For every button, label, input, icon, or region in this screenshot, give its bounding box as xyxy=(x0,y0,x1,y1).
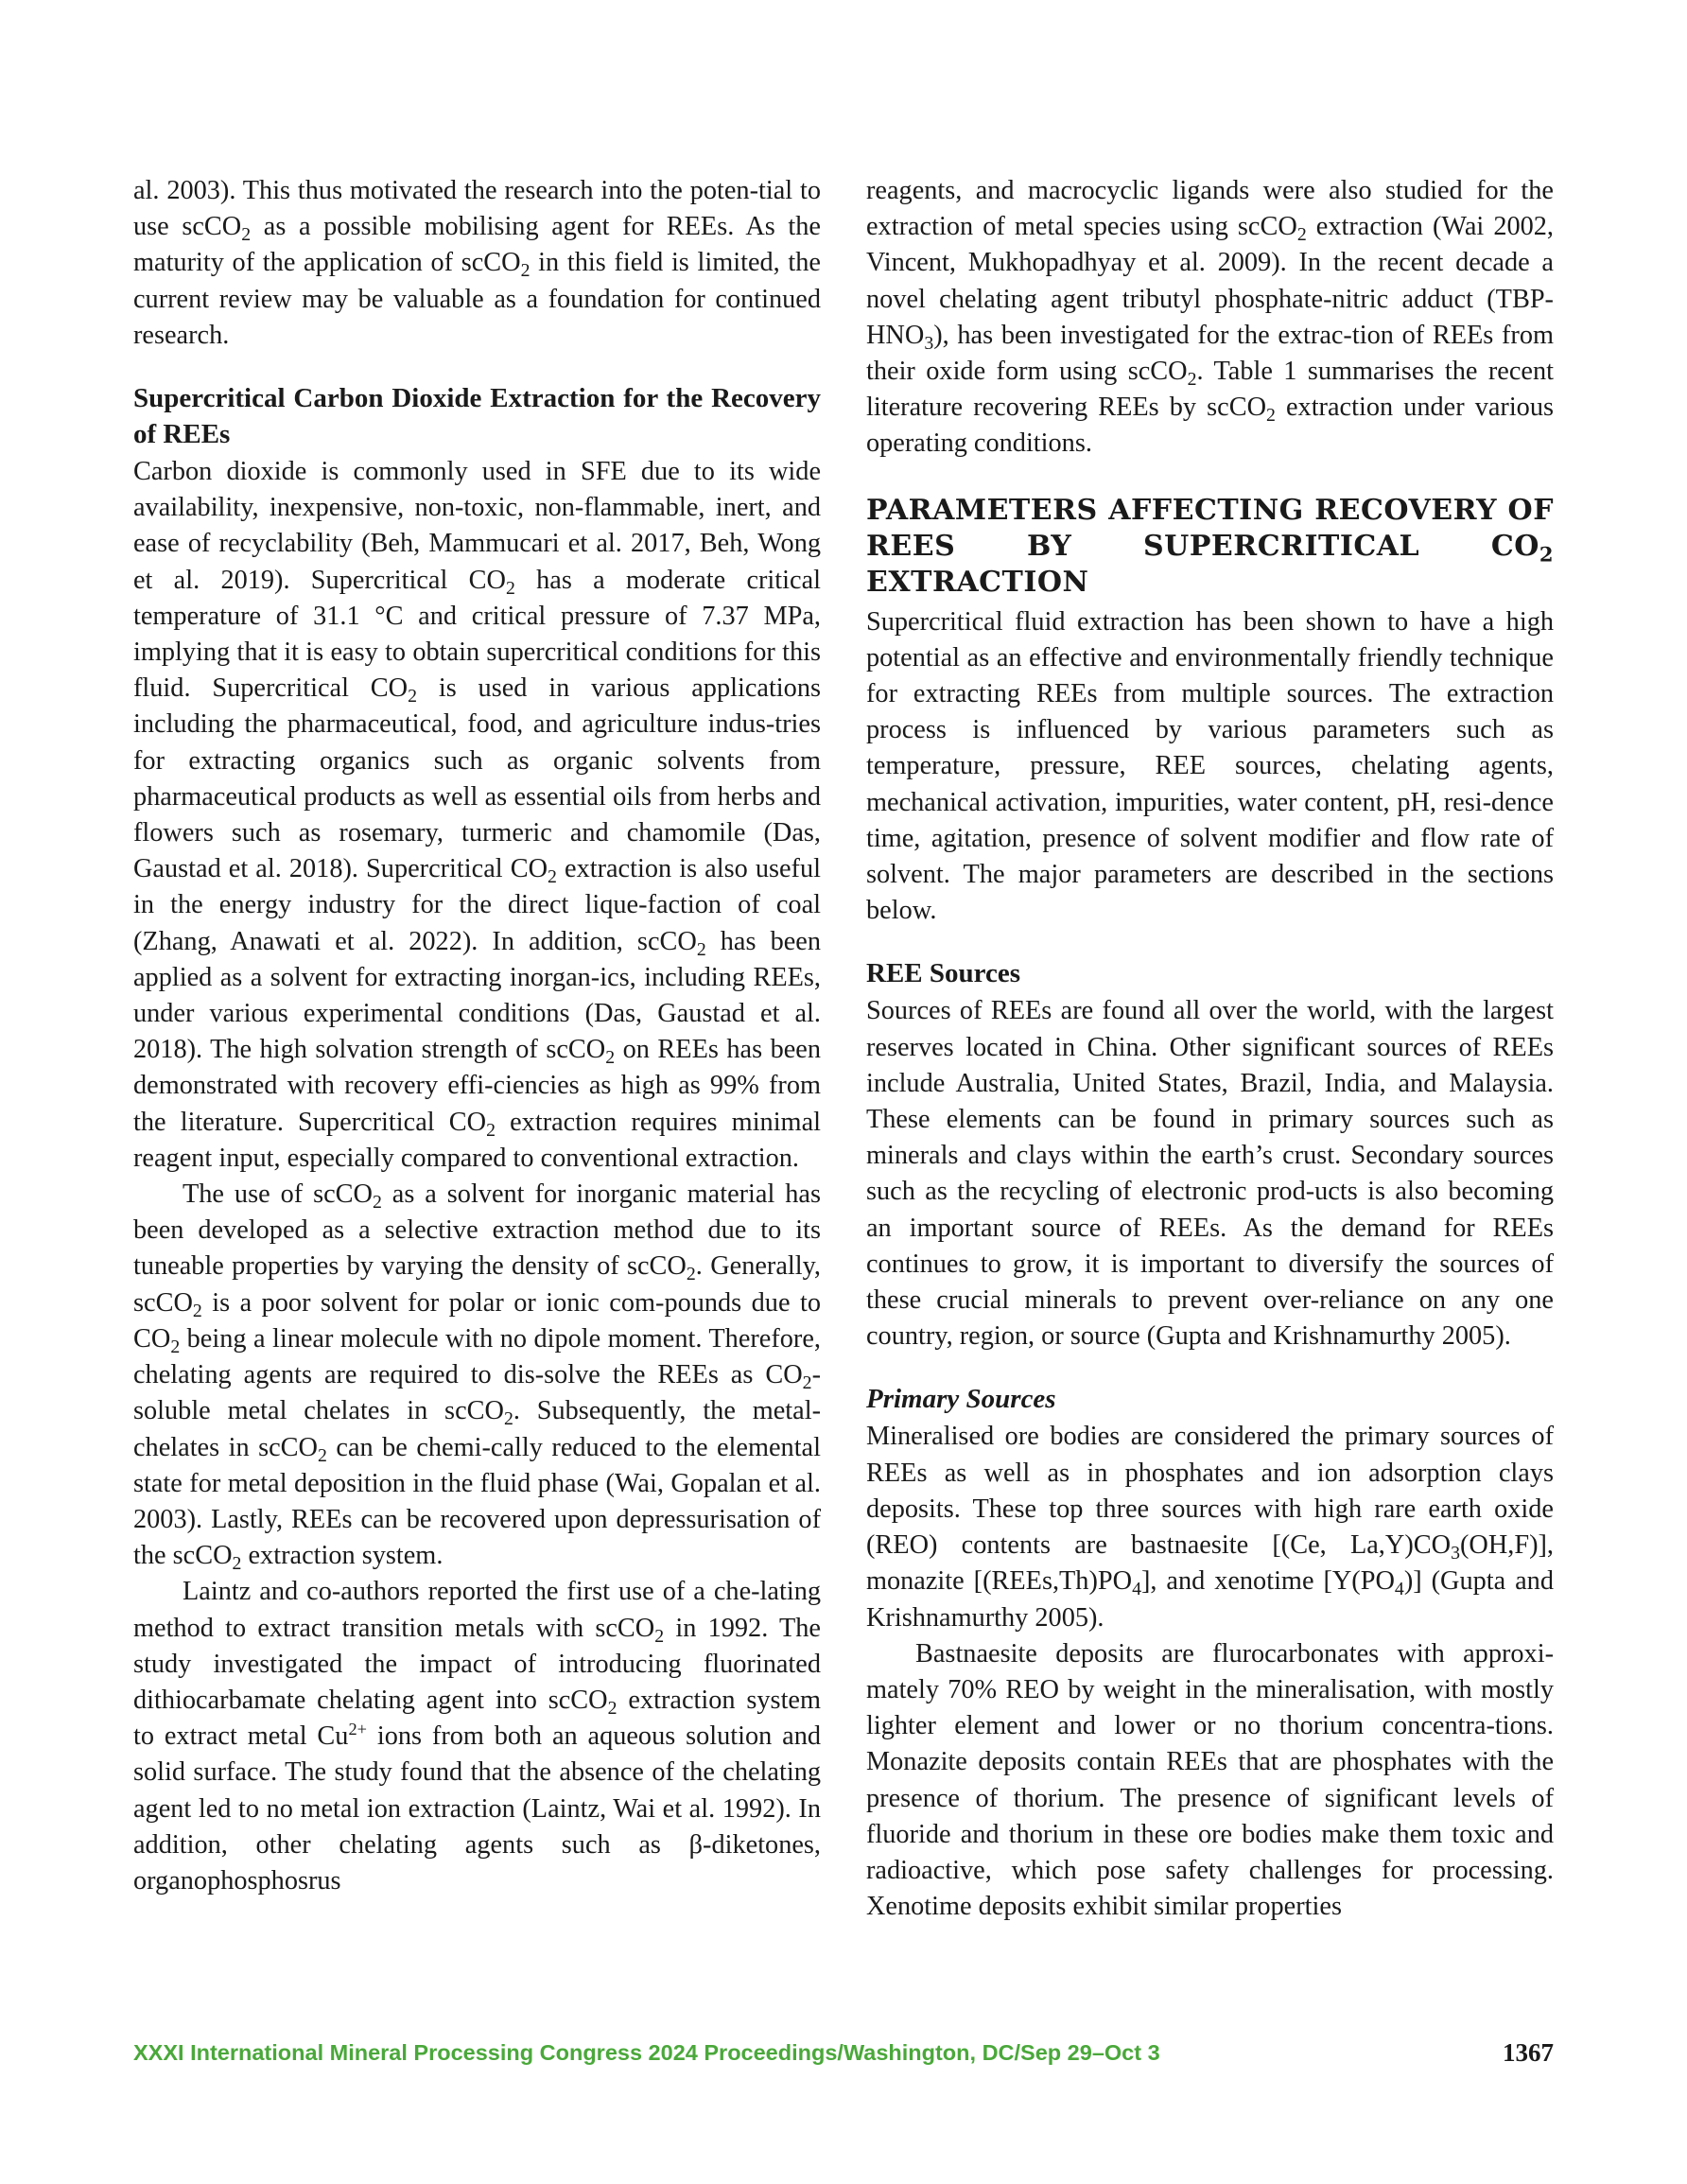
paragraph-laintz: Laintz and co-authors reported the first use of a che-lating method to extract transition metals with scCO$_2$ in 1992. The study investigated the impact of introducing fluorinated dithiocarbamate chelating agent into scCO$_2$ extraction system to extract metal $Cu^{2+}$ ions from both an aqueous solution and solid surface. The study found that the absence of the chelating agent led to no metal ion extraction (Laintz, Wai et al. 1992). In addition, other chelating agents such as β-diketones, organophosphosrus xyxy=(133,1577,821,1896)
paragraph-sfe: Supercritical fluid extraction has been shown to have a high potential as an effective and environmentally friendly technique for extracting REEs from multiple sources. The extraction process is influenced by various parameters such as temperature, pressure, REE sources, chelating agents, mechanical activation, impurities, water content, pH, resi-dence time, agitation, presence of solvent modifier and flow rate of solvent. The major parameters are described in the sections below. xyxy=(866,606,1554,926)
left-column xyxy=(133,173,821,1899)
paragraph-bastnaesite: Bastnaesite deposits are flurocarbonates with approxi-mately 70% REO by weight in the mineralisation, with mostly lighter element and lower or no thorium concentra-tions. Monazite deposits contain REEs that are phosphates with the presence of thorium. The presence of significant levels of fluoride and thorium in these ore bodies make them toxic and radioactive, which pose safety challenges for processing. Xenotime deposits exhibit similar properties xyxy=(866,1638,1554,1922)
page-footer xyxy=(133,2036,1554,2069)
subheading-primary-sources: Primary Sources xyxy=(866,1384,1056,1415)
subheading-ree-sources: REE Sources xyxy=(866,958,1021,989)
paragraph-ree-sources: Sources of REEs are found all over the world, with the largest reserves located in China. Other significant sources of REEs include Australia, United States, Brazil, India, and Malaysia. These elements can be found in primary sources such as minerals and clays within the earth’s crust. Secondary sources such as the recycling of electronic prod-ucts is also becoming an important source of REEs. As the demand for REEs continues to grow, it is important to diversify the sources of these crucial minerals to prevent over-reliance on any one country, region, or source (Gupta and Krishnamurthy 2005). xyxy=(866,996,1554,1352)
subheading-scco2-extraction: Supercritical Carbon Dioxide Extraction for the Recovery of REEs xyxy=(133,383,821,450)
paragraph-use-of-scco2: The use of scCO$_2$ as a solvent for inorganic material has been developed as a selective extraction method due to its tuneable properties by varying the density of scCO$_2$. Generally, scCO$_2$ is a poor solvent for polar or ionic com-pounds due to $CO_2$ being a linear molecule with no dipole moment. Therefore, chelating agents are required to dis-solve the REEs as $CO_2$-soluble metal chelates in scCO$_2$. Subsequently, the metal-chelates in scCO$_2$ can be chemi-cally reduced to the elemental state for metal deposition in the fluid phase (Wai, Gopalan et al. 2003). Lastly, REEs can be recovered upon depressurisation of the scCO$_2$ extraction system. xyxy=(133,1179,821,1575)
paragraph-intro-continuation: al. 2003). This thus motivated the research into the poten-tial to use scCO$_2$ as a possible mobilising agent for REEs. As the maturity of the application of scCO$_2$ in this field is limited, the current review may be valuable as a foundation for continued research. xyxy=(133,176,821,350)
paragraph-carbon-dioxide: Carbon dioxide is commonly used in SFE due to its wide availability, inexpensive, non-toxic, non-flammable, inert, and ease of recyclability (Beh, Mammucari et al. 2017, Beh, Wong et al. 2019). Supercritical $CO_2$ has a moderate critical temperature of 31.1 °C and critical pressure of 7.37 MPa, implying that it is easy to obtain supercritical conditions for this fluid. Supercritical $CO_2$ is used in various applications including the pharmaceutical, food, and agriculture indus-tries for extracting organics such as organic solvents from pharmaceutical products as well as essential oils from herbs and flowers such as rosemary, turmeric and chamomile (Das, Gaustad et al. 2018). Supercritical $CO_2$ extraction is also useful in the energy industry for the direct lique-faction of coal (Zhang, Anawati et al. 2022). In addition, scCO$_2$ has been applied as a solvent for extracting inorgan-ics, including REEs, under various experimental conditions (Das, Gaustad et al. 2018). The high solvation strength of scCO$_2$ on REEs has been demonstrated with recovery effi-ciencies as high as 99% from the literature. Supercritical $CO_2$ extraction requires minimal reagent input, especially compared to conventional extraction. xyxy=(133,457,821,1173)
paragraph-reagents: reagents, and macrocyclic ligands were also studied for the extraction of metal species using scCO$_2$ extraction (Wai 2002, Vincent, Mukhopadhyay et al. 2009). In the recent decade a novel chelating agent tributyl phosphate-nitric adduct $(TBP-HNO_3)$, has been investigated for the extrac-tion of REEs from their oxide form using scCO$_2$. Table 1 summarises the recent literature recovering REEs by scCO$_2$ extraction under various operating conditions. xyxy=(866,176,1555,459)
right-column xyxy=(866,173,1554,1925)
paragraph-mineralised: Mineralised ore bodies are considered the primary sources of REEs as well as in phosphates and ion adsorption clays deposits. These top three sources with high rare earth oxide (REO) contents are bastnaesite [(Ce, $La,Y)CO_3(OH,F)$], monazite $[(REEs,Th)PO_4]$, and xenotime $[Y(PO_4)]$ (Gupta and Krishnamurthy 2005). xyxy=(866,1422,1554,1633)
page-number: 1367 xyxy=(1503,2038,1554,2067)
section-heading-parameters: PARAMETERS AFFECTING RECOVERY OF REES BY SUPERCRITICAL $CO_2$ EXTRACTION xyxy=(866,493,1554,599)
footer-proceedings-title: XXXI International Mineral Processing Congress 2024 Proceedings/Washington, DC/Sep 29–Oct 3 xyxy=(133,2040,1160,2065)
